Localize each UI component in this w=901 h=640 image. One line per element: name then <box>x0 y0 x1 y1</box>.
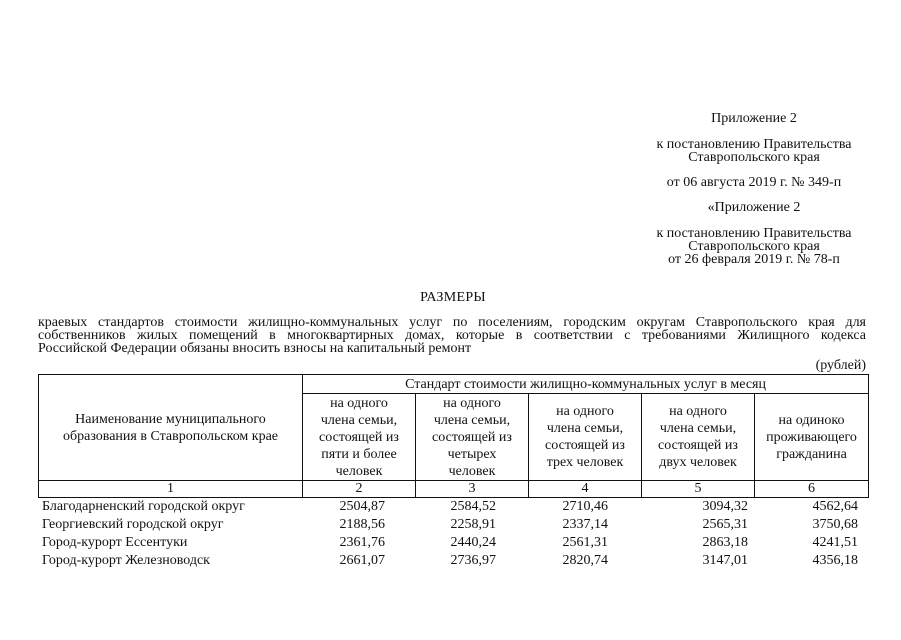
value-cell: 2258,91 <box>450 517 496 532</box>
subtitle-line: краевых стандартов стоимости жилищно-коммунальных услуг по поселениям, городским округам Ставропольского края для <box>38 315 866 330</box>
value-cell: 2188,56 <box>339 517 385 532</box>
value-cell: 4356,18 <box>812 553 858 568</box>
table-row <box>38 498 868 516</box>
subtitle-line: Российской Федерации обязаны вносить взносы на капитальный ремонт <box>38 341 472 356</box>
column-header-line: на одного <box>443 395 501 411</box>
table-row <box>38 516 868 534</box>
value-cell: 2863,18 <box>702 535 748 550</box>
value-cell: 2584,52 <box>450 499 496 514</box>
standards-table <box>38 374 869 498</box>
value-cell: 2820,74 <box>562 553 608 568</box>
appendix-label-2: «Приложение 2 <box>707 200 801 215</box>
column-header-three <box>529 394 642 481</box>
table-row <box>38 552 868 570</box>
column-header-line: четырех <box>447 446 497 462</box>
value-cell: 2661,07 <box>339 553 385 568</box>
value-cell: 4241,51 <box>812 535 858 550</box>
document-subtitle <box>38 316 866 355</box>
appendix-label-1: Приложение 2 <box>711 111 797 126</box>
value-cell: 2361,76 <box>339 535 385 550</box>
value-cell: 2736,97 <box>450 553 496 568</box>
column-header-five-plus <box>303 394 416 481</box>
resolution-line: Ставропольского края <box>688 239 820 254</box>
table-body <box>38 498 868 570</box>
column-number: 1 <box>39 481 303 498</box>
column-header-line: на одного <box>669 404 727 419</box>
column-header-line: члена семьи, <box>320 412 398 428</box>
value-cell: 2440,24 <box>450 535 496 550</box>
column-number: 2 <box>303 481 416 498</box>
column-number: 6 <box>755 481 869 498</box>
column-header-line: состоящей из <box>658 438 738 453</box>
value-cell: 2504,87 <box>339 499 385 514</box>
unit-label: (рублей) <box>815 358 866 373</box>
resolution-block-2 <box>634 227 874 266</box>
column-header-line: члена семьи, <box>433 412 511 428</box>
column-header-line: состоящей из <box>545 438 625 453</box>
column-header-line: члена семьи, <box>659 421 737 436</box>
resolution-line: Ставропольского края <box>688 150 820 165</box>
column-header-four <box>416 394 529 481</box>
resolution-date-2: от 26 февраля 2019 г. № 78-п <box>668 252 840 267</box>
municipality-name: Благодарненский городской округ <box>42 499 245 514</box>
column-number: 3 <box>416 481 529 498</box>
value-cell: 3094,32 <box>702 499 748 514</box>
value-cell: 2710,46 <box>562 499 608 514</box>
value-cell: 2337,14 <box>562 517 608 532</box>
resolution-block-1 <box>634 138 874 164</box>
column-header-line: состоящей из <box>432 429 512 445</box>
column-header-two <box>642 394 755 481</box>
column-header-line: на одного <box>556 404 614 419</box>
document-title: РАЗМЕРЫ <box>420 290 486 305</box>
table-row <box>38 534 868 552</box>
column-header-line: образования в Ставропольском крае <box>62 428 279 444</box>
column-header-line: на одного <box>330 395 388 411</box>
value-cell: 2565,31 <box>702 517 748 532</box>
column-header-single <box>755 394 869 481</box>
municipality-name: Город-курорт Ессентуки <box>42 535 188 550</box>
column-header-municipality <box>39 375 303 481</box>
resolution-line: к постановлению Правительства <box>656 137 852 152</box>
column-header-line: на одиноко <box>778 412 845 428</box>
municipality-name: Георгиевский городской округ <box>42 517 224 532</box>
municipality-name: Город-курорт Железноводск <box>42 553 210 568</box>
column-header-line: трех человек <box>546 455 624 470</box>
value-cell: 3147,01 <box>702 553 748 568</box>
column-number: 5 <box>642 481 755 498</box>
group-header: Стандарт стоимости жилищно-коммунальных услуг в месяц <box>303 375 869 394</box>
column-header-line: двух человек <box>659 455 737 470</box>
subtitle-line: собственников жилых помещений в многоквартирных домах, которые в соответствии с требованиями Жилищного кодекса <box>38 328 866 343</box>
value-cell: 3750,68 <box>812 517 858 532</box>
column-number: 4 <box>529 481 642 498</box>
resolution-date-1: от 06 августа 2019 г. № 349-п <box>666 175 842 190</box>
column-header-line: состоящей из <box>319 429 399 445</box>
column-header-line: члена семьи, <box>546 421 624 436</box>
column-header-line: проживающего <box>766 429 857 445</box>
value-cell: 4562,64 <box>812 499 858 514</box>
resolution-line: к постановлению Правительства <box>656 226 852 241</box>
column-header-line: пяти и более <box>321 446 397 462</box>
value-cell: 2561,31 <box>562 535 608 550</box>
column-header-line: человек <box>448 463 496 479</box>
column-header-line: гражданина <box>776 446 847 462</box>
column-header-line: человек <box>335 463 383 479</box>
column-header-line: Наименование муниципального <box>75 411 266 427</box>
